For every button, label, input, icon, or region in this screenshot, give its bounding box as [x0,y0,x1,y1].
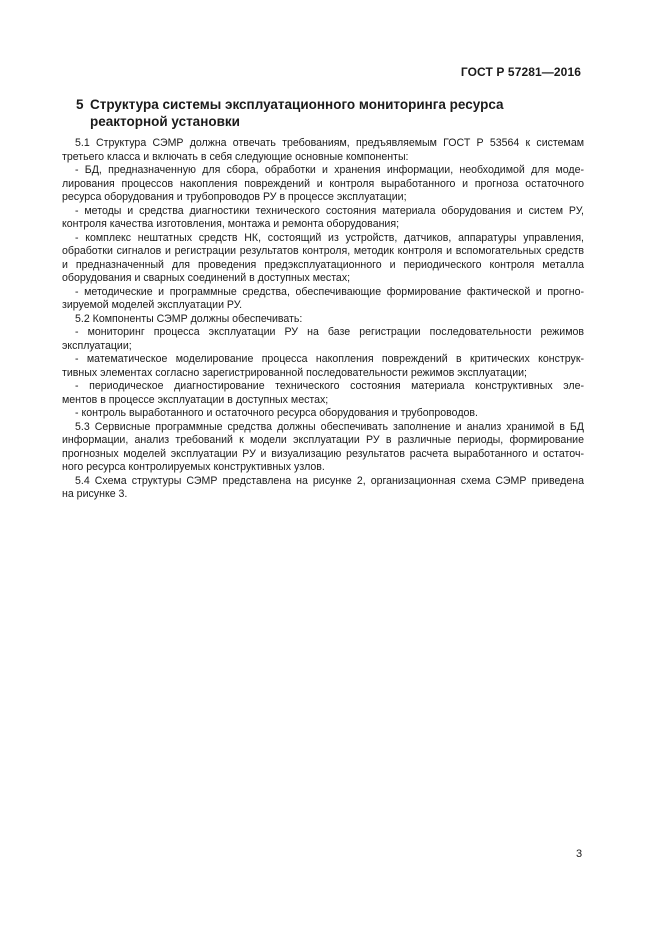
text-line: информации, анализ требований к модели эксплуатации РУ в различные периоды, формирование [62,434,584,446]
text-line: 5.1 Структура СЭМР должна отвечать требованиям, предъявляемым ГОСТ Р 53564 к системам [75,137,584,149]
text-line: - мониторинг процесса эксплуатации РУ на базе регистрации последовательности режимов [75,326,584,338]
text-line: обработки сигналов и регистрации результатов контроля, методик контроля и вспомогательных средств [62,245,584,257]
text-line: ресурса оборудования и трубопроводов РУ в процессе эксплуатации; [62,191,407,203]
text-line: эксплуатации; [62,339,132,352]
document-body [62,137,584,502]
text-line: ного ресурса контролируемых конструктивных узлов. [62,461,325,473]
text-line: на рисунке 3. [62,488,128,500]
text-line: 5.3 Сервисные программные средства должны обеспечивать заполнение и анализ хранимой в БД [75,420,584,433]
text-line: - комплекс нештатных средств НК, состоящий из устройств, датчиков, аппаратуры управления, [75,231,584,244]
standard-code-header: ГОСТ Р 57281—2016 [460,65,581,79]
text-line: - контроль выработанного и остаточного ресурса оборудования и трубопроводов. [75,407,478,419]
section-title-line-1: Структура системы эксплуатационного мониторинга ресурса [90,97,504,112]
text-line: - математическое моделирование процесса накопления повреждений в критических конструк- [75,353,584,365]
page-number: 3 [576,848,583,860]
section-title-line-2: реакторной установки [90,114,240,129]
text-line: ментов в процессе эксплуатации в доступных местах; [62,393,329,406]
text-line: - БД, предназначенную для сбора, обработки и хранения информации, необходимой для моде- [75,164,584,176]
section-number: 5 [76,97,84,112]
text-line: прогнозных моделей эксплуатации РУ и визуализацию результатов расчета выработанного и остаточ- [62,447,584,460]
text-line: - методы и средства диагностики технического состояния материала оборудования и систем РУ, [75,204,584,217]
text-line: 5.2 Компоненты СЭМР должны обеспечивать: [75,312,303,325]
section-title [76,96,556,130]
text-line: 5.4 Схема структуры СЭМР представлена на рисунке 2, организационная схема СЭМР приведена [75,474,584,487]
text-line: зируемой моделей эксплуатации РУ. [62,299,243,311]
text-line: и предназначенный для проведения предэксплуатационного и периодического контроля металла [62,258,584,271]
text-line: - периодическое диагностирование технического состояния материала конструктивных эле- [75,380,584,392]
text-line: третьего класса и включать в себя следующие основные компоненты: [62,150,409,163]
text-line: лирования процессов накопления повреждений и контроля выработанного и прогноза остаточного [62,177,584,190]
text-line: тивных элементах согласно зарегистрированной последовательности режимов эксплуатации; [62,366,527,379]
text-line: - методические и программные средства, обеспечивающие формирование фактической и прогно- [75,285,584,298]
text-line: оборудования и сварных соединений в доступных местах; [62,272,351,284]
text-line: контроля качества изготовления, монтажа и ремонта оборудования; [62,218,400,230]
